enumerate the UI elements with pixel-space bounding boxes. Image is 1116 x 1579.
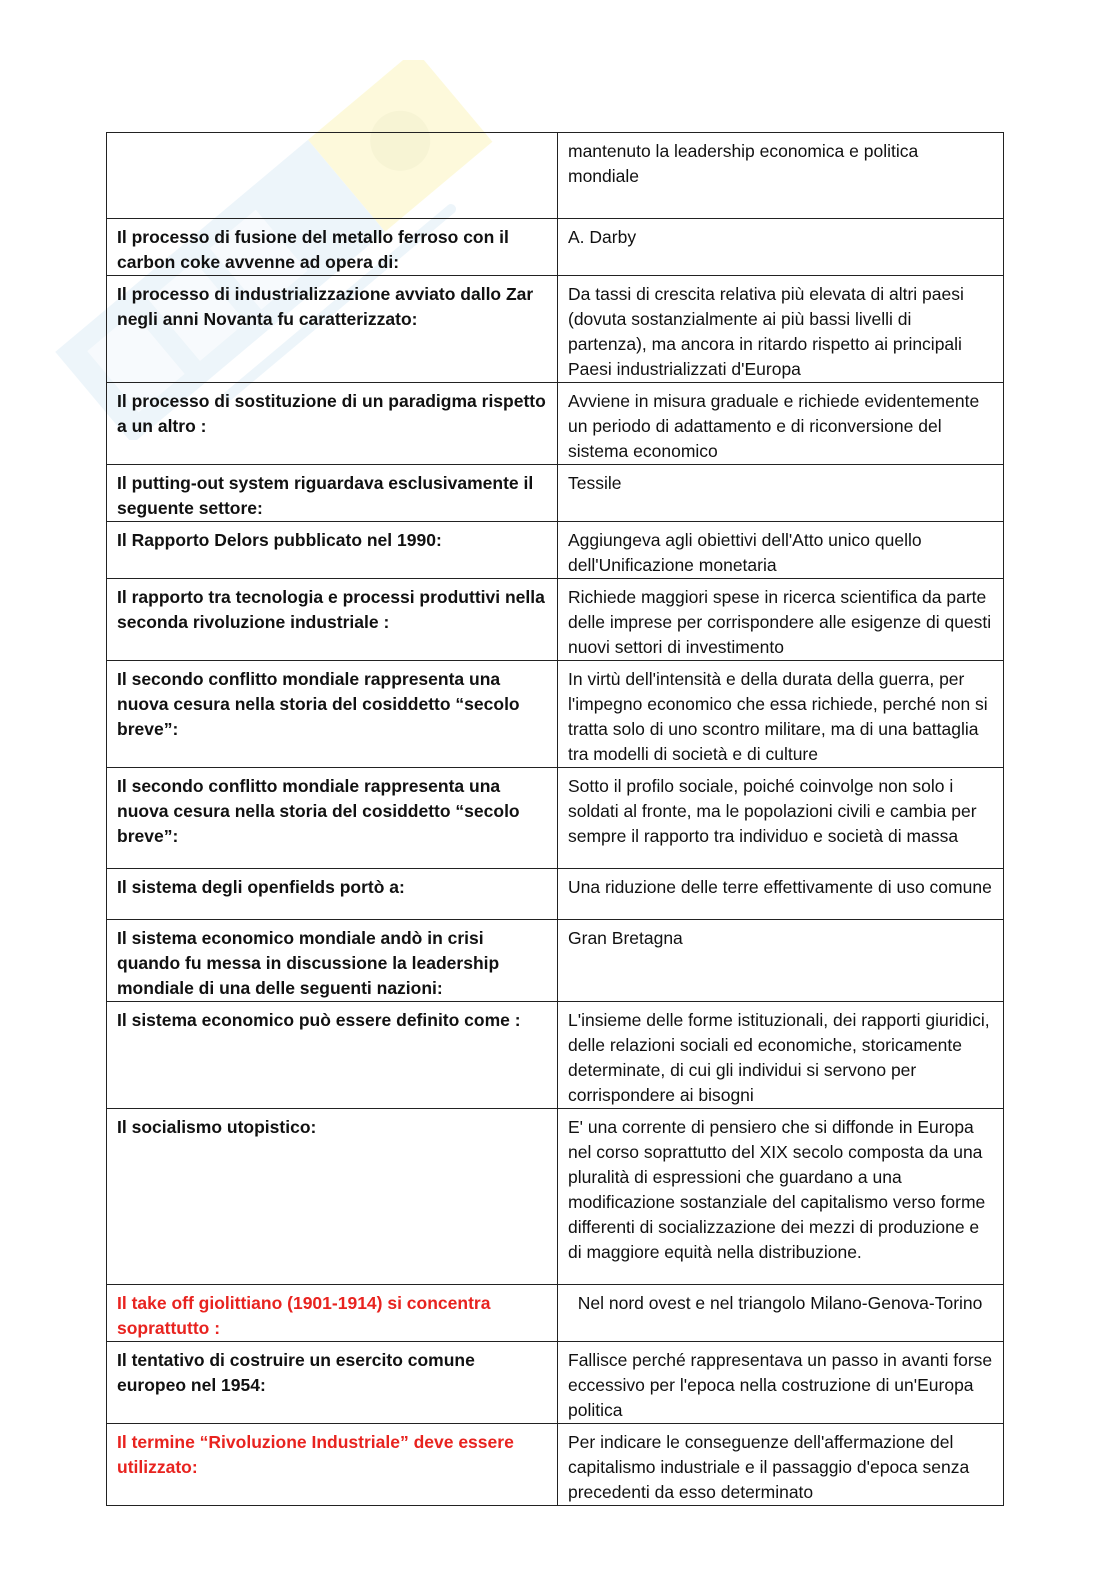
question-cell: Il tentativo di costruire un esercito comune europeo nel 1954:	[107, 1342, 558, 1424]
table-row	[107, 1002, 1004, 1109]
qa-table	[106, 132, 1004, 1506]
answer-cell: Per indicare le conseguenze dell'affermazione del capitalismo industriale e il passaggio d'epoca senza precedenti da esso determinato	[558, 1424, 1004, 1506]
question-cell: Il secondo conflitto mondiale rappresenta una nuova cesura nella storia del cosiddetto “secolo breve”:	[107, 768, 558, 869]
answer-cell: Fallisce perché rappresentava un passo in avanti forse eccessivo per l'epoca nella costruzione di un'Europa politica	[558, 1342, 1004, 1424]
answer-cell: Tessile	[558, 465, 1004, 522]
question-cell: Il processo di sostituzione di un paradigma rispetto a un altro :	[107, 383, 558, 465]
answer-cell: Da tassi di crescita relativa più elevata di altri paesi (dovuta sostanzialmente ai più bassi livelli di partenza), ma ancora in ritardo rispetto ai principali Paesi industrializzati d'Europa	[558, 276, 1004, 383]
question-cell	[107, 133, 558, 219]
answer-cell: Gran Bretagna	[558, 920, 1004, 1002]
question-cell: Il putting-out system riguardava esclusivamente il seguente settore:	[107, 465, 558, 522]
question-cell: Il termine “Rivoluzione Industriale” deve essere utilizzato:	[107, 1424, 558, 1506]
answer-cell: Avviene in misura graduale e richiede evidentemente un periodo di adattamento e di riconversione del sistema economico	[558, 383, 1004, 465]
answer-cell: A. Darby	[558, 219, 1004, 276]
answer-cell: Una riduzione delle terre effettivamente di uso comune	[558, 869, 1004, 920]
question-cell: Il sistema economico può essere definito come :	[107, 1002, 558, 1109]
answer-cell: L'insieme delle forme istituzionali, dei rapporti giuridici, delle relazioni sociali ed economiche, storicamente determinate, di cui gli individui si servono per corrispondere ai bisogni	[558, 1002, 1004, 1109]
table-row	[107, 1109, 1004, 1285]
question-cell: Il Rapporto Delors pubblicato nel 1990:	[107, 522, 558, 579]
answer-cell: E' una corrente di pensiero che si diffonde in Europa nel corso soprattutto del XIX secolo composta da una pluralità di espressioni che guardano a una modificazione sostanziale del capitalismo verso forme differenti di socializzazione dei mezzi di produzione e di maggiore equità nella distribuzione.	[558, 1109, 1004, 1285]
question-cell: Il processo di fusione del metallo ferroso con il carbon coke avvenne ad opera di:	[107, 219, 558, 276]
table-row	[107, 1342, 1004, 1424]
question-cell: Il sistema degli openfields portò a:	[107, 869, 558, 920]
answer-cell: mantenuto la leadership economica e politica mondiale	[558, 133, 1004, 219]
table-row	[107, 920, 1004, 1002]
table-row	[107, 133, 1004, 219]
question-cell: Il socialismo utopistico:	[107, 1109, 558, 1285]
table-row	[107, 579, 1004, 661]
table-row	[107, 1424, 1004, 1506]
question-cell: Il rapporto tra tecnologia e processi produttivi nella seconda rivoluzione industriale :	[107, 579, 558, 661]
table-row	[107, 276, 1004, 383]
answer-cell: Aggiungeva agli obiettivi dell'Atto unico quello dell'Unificazione monetaria	[558, 522, 1004, 579]
answer-cell: Sotto il profilo sociale, poiché coinvolge non solo i soldati al fronte, ma le popolazioni civili e cambia per sempre il rapporto tra individuo e società di massa	[558, 768, 1004, 869]
table-row	[107, 522, 1004, 579]
answer-cell: Nel nord ovest e nel triangolo Milano-Genova-Torino	[558, 1285, 1004, 1342]
question-cell: Il secondo conflitto mondiale rappresenta una nuova cesura nella storia del cosiddetto “secolo breve”:	[107, 661, 558, 768]
table-row	[107, 869, 1004, 920]
table-row	[107, 1285, 1004, 1342]
answer-cell: Richiede maggiori spese in ricerca scientifica da parte delle imprese per corrispondere alle esigenze di questi nuovi settori di investimento	[558, 579, 1004, 661]
question-cell: Il processo di industrializzazione avviato dallo Zar negli anni Novanta fu caratterizzato:	[107, 276, 558, 383]
question-cell: Il sistema economico mondiale andò in crisi quando fu messa in discussione la leadership mondiale di una delle seguenti nazioni:	[107, 920, 558, 1002]
table-row	[107, 768, 1004, 869]
answer-cell: In virtù dell'intensità e della durata della guerra, per l'impegno economico che essa richiede, perché non si tratta solo di uno scontro militare, ma di una battaglia tra modelli di società e di culture	[558, 661, 1004, 768]
table-row	[107, 219, 1004, 276]
table-row	[107, 383, 1004, 465]
question-cell: Il take off giolittiano (1901-1914) si concentra soprattutto :	[107, 1285, 558, 1342]
table-row	[107, 661, 1004, 768]
table-row	[107, 465, 1004, 522]
